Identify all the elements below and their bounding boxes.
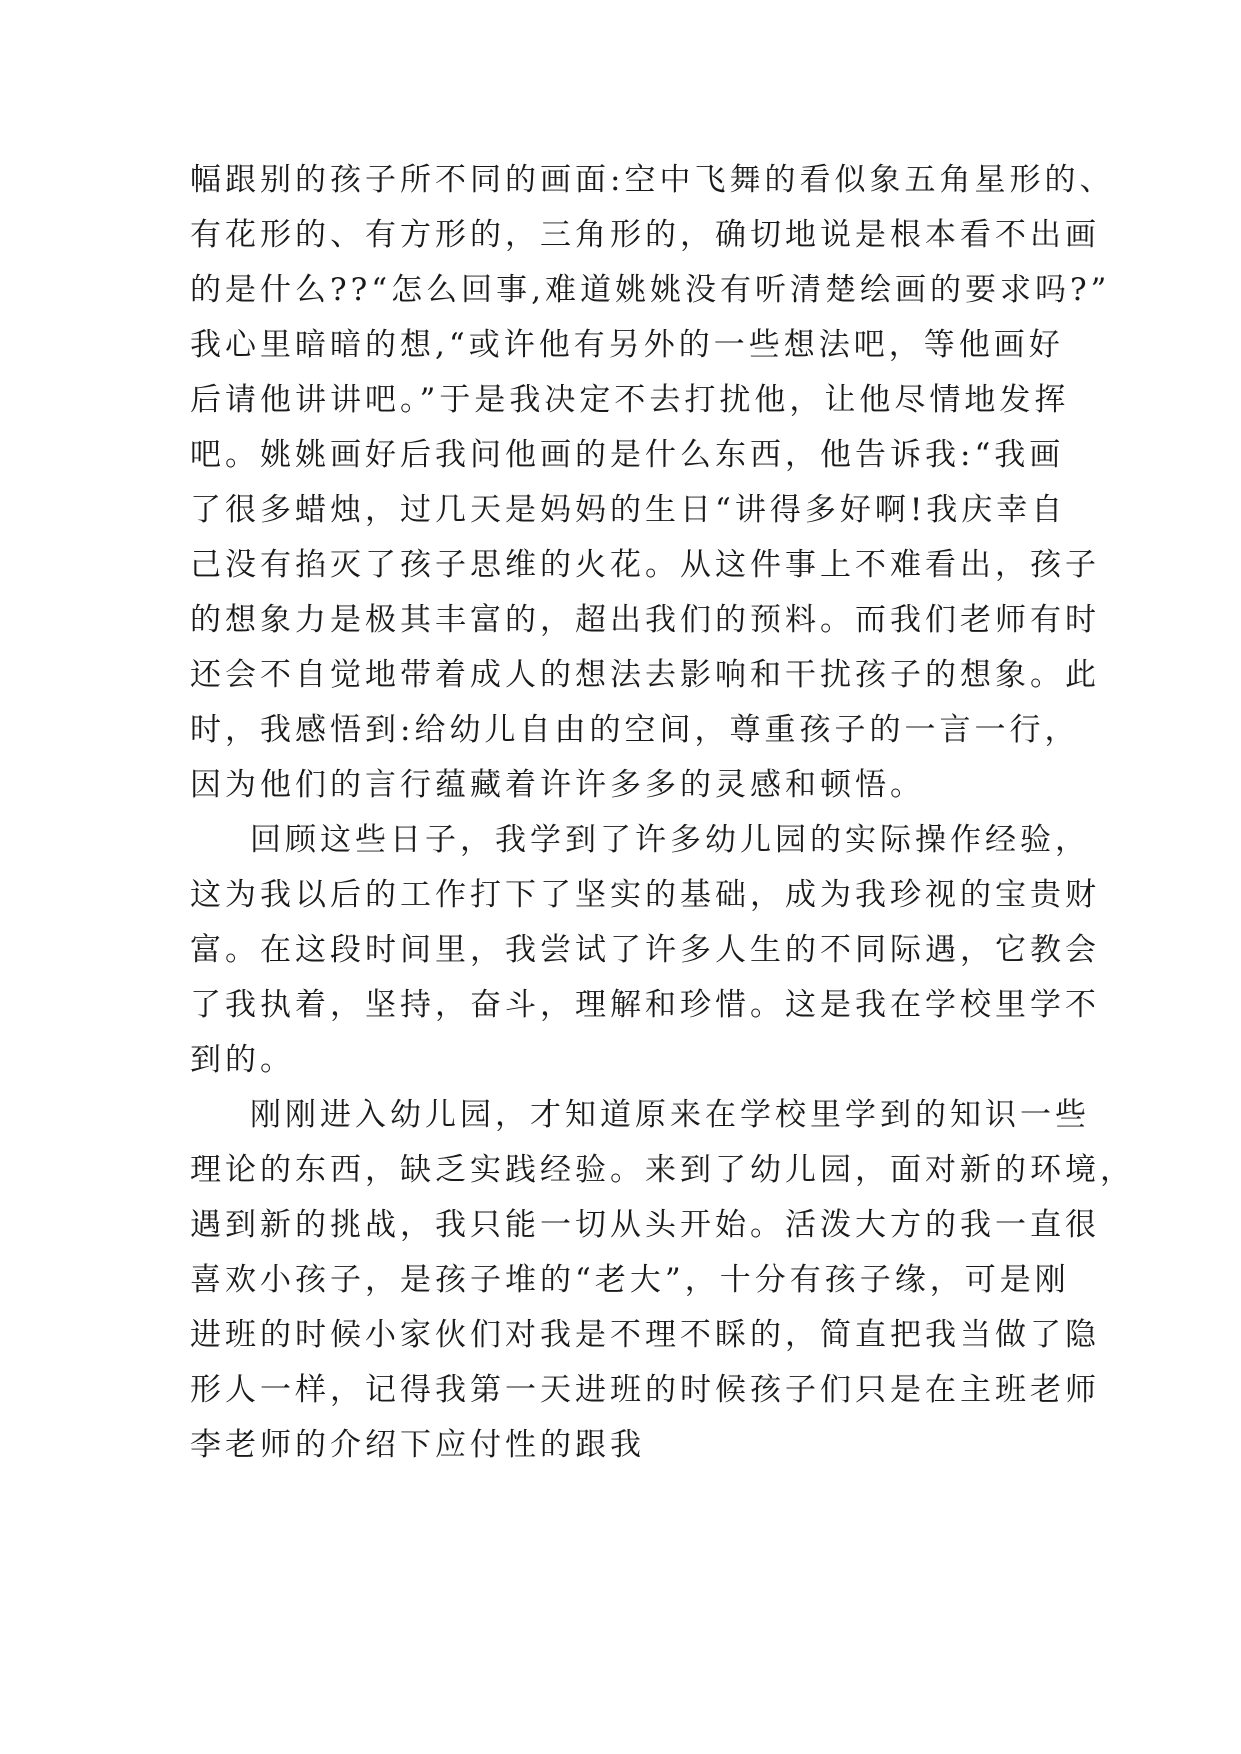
text-line: 形人一样，记得我第一天进班的时候孩子们只是在主班老师 (190, 1372, 1100, 1408)
text-line: 的是什么??“怎么回事,难道姚姚没有听清楚绘画的要求吗?” (190, 272, 1111, 308)
text-line: 吧。姚姚画好后我问他画的是什么东西，他告诉我:“我画 (190, 437, 1065, 473)
text-line: 到的。 (190, 1042, 295, 1078)
paragraph-first-line: 刚刚进入幼儿园，才知道原来在学校里学到的知识一些 (250, 1097, 1090, 1133)
text-line: 还会不自觉地带着成人的想法去影响和干扰孩子的想象。此 (190, 657, 1100, 693)
text-line: 后请他讲讲吧。”于是我决定不去打扰他，让他尽情地发挥 (190, 382, 1070, 418)
paragraph-first-line: 回顾这些日子，我学到了许多幼儿园的实际操作经验， (250, 822, 1090, 858)
text-line: 李老师的介绍下应付性的跟我 (190, 1427, 645, 1463)
text-line: 我心里暗暗的想,“或许他有另外的一些想法吧，等他画好 (190, 327, 1064, 363)
text-line: 喜欢小孩子，是孩子堆的“老大”，十分有孩子缘，可是刚 (190, 1262, 1070, 1298)
text-line: 了很多蜡烛，过几天是妈妈的生日“讲得多好啊!我庆幸自 (190, 492, 1067, 528)
text-line: 这为我以后的工作打下了坚实的基础，成为我珍视的宝贵财 (190, 877, 1100, 913)
text-line: 富。在这段时间里，我尝试了许多人生的不同际遇，它教会 (190, 932, 1100, 968)
text-line: 有花形的、有方形的，三角形的，确切地说是根本看不出画 (190, 217, 1100, 253)
text-line: 幅跟别的孩子所不同的画面:空中飞舞的看似象五角星形的、 (190, 162, 1115, 198)
text-line: 理论的东西，缺乏实践经验。来到了幼儿园，面对新的环境， (190, 1152, 1135, 1188)
text-line: 了我执着，坚持，奋斗，理解和珍惜。这是我在学校里学不 (190, 987, 1100, 1023)
text-line: 进班的时候小家伙们对我是不理不睬的，简直把我当做了隐 (190, 1317, 1100, 1353)
text-line: 遇到新的挑战，我只能一切从头开始。活泼大方的我一直很 (190, 1207, 1100, 1243)
text-line: 因为他们的言行蕴藏着许许多多的灵感和顿悟。 (190, 767, 925, 803)
text-line: 的想象力是极其丰富的，超出我们的预料。而我们老师有时 (190, 602, 1100, 638)
text-line: 己没有掐灭了孩子思维的火花。从这件事上不难看出，孩子 (190, 547, 1100, 583)
text-line: 时，我感悟到:给幼儿自由的空间，尊重孩子的一言一行， (190, 712, 1080, 748)
